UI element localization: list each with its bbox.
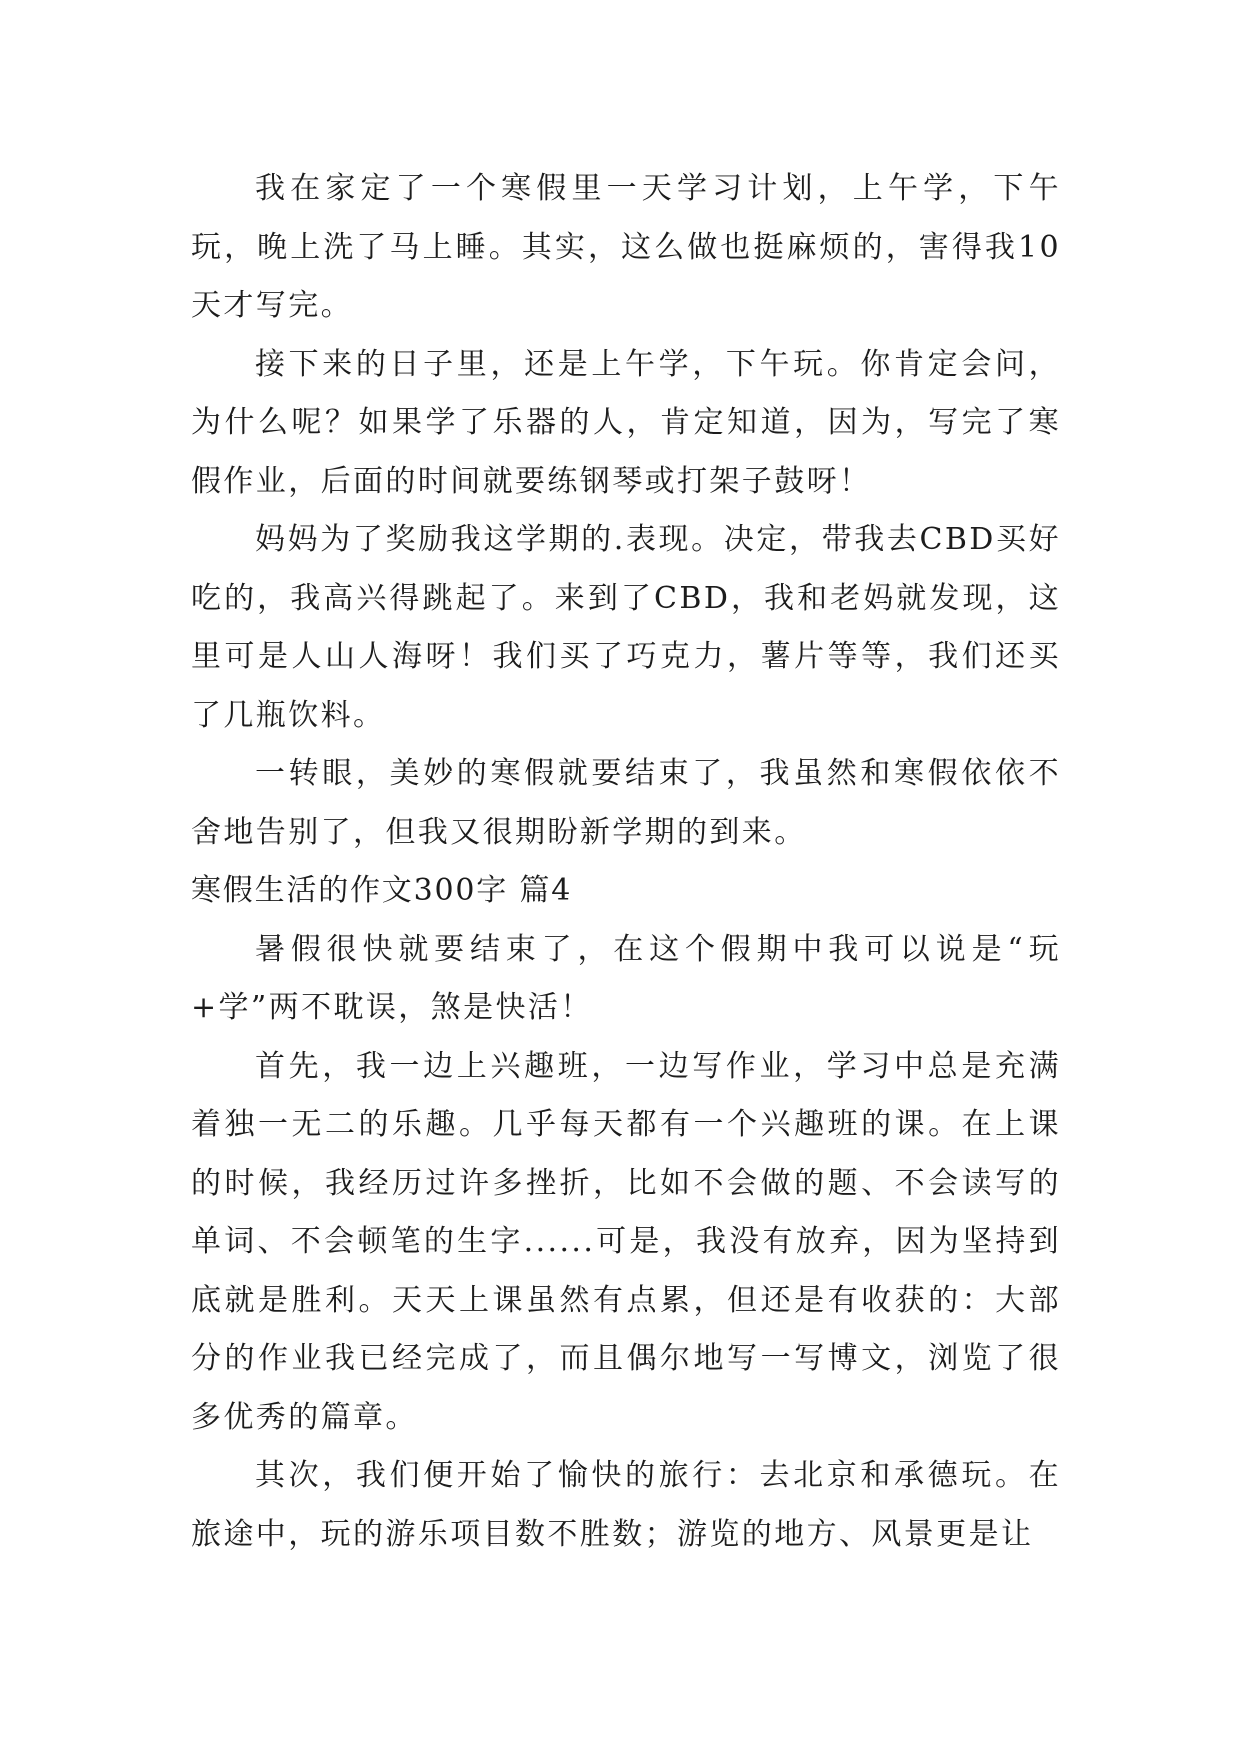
section-heading: 寒假生活的作文300字 篇4 bbox=[191, 873, 573, 908]
document-body bbox=[191, 160, 1061, 1564]
paragraph: 暑假很快就要结束了，在这个假期中我可以说是“玩+学”两不耽误，煞是快活！ bbox=[191, 931, 1061, 1025]
paragraph: 一转眼，美妙的寒假就要结束了，我虽然和寒假依依不舍地告别了，但我又很期盼新学期的到来。 bbox=[191, 756, 1061, 850]
paragraph: 首先，我一边上兴趣班，一边写作业，学习中总是充满着独一无二的乐趣。几乎每天都有一个兴趣班的课。在上课的时候，我经历过许多挫折，比如不会做的题、不会读写的单词、不会顿笔的生字......可是，我没有放弃，因为坚持到底就是胜利。天天上课虽然有点累，但还是有收获的：大部分的作业我已经完成了，而且偶尔地写一写博文，浏览了很多优秀的篇章。 bbox=[191, 1048, 1061, 1435]
paragraph: 妈妈为了奖励我这学期的.表现。决定，带我去CBD买好吃的，我高兴得跳起了。来到了CBD，我和老妈就发现，这里可是人山人海呀！我们买了巧克力，薯片等等，我们还买了几瓶饮料。 bbox=[191, 522, 1061, 733]
paragraph: 我在家定了一个寒假里一天学习计划，上午学，下午玩，晚上洗了马上睡。其实，这么做也挺麻烦的，害得我10天才写完。 bbox=[191, 171, 1061, 323]
paragraph: 接下来的日子里，还是上午学，下午玩。你肯定会问，为什么呢？如果学了乐器的人，肯定知道，因为，写完了寒假作业，后面的时间就要练钢琴或打架子鼓呀！ bbox=[191, 346, 1061, 499]
paragraph: 其次，我们便开始了愉快的旅行：去北京和承德玩。在旅途中，玩的游乐项目数不胜数；游览的地方、风景更是让 bbox=[191, 1458, 1061, 1552]
